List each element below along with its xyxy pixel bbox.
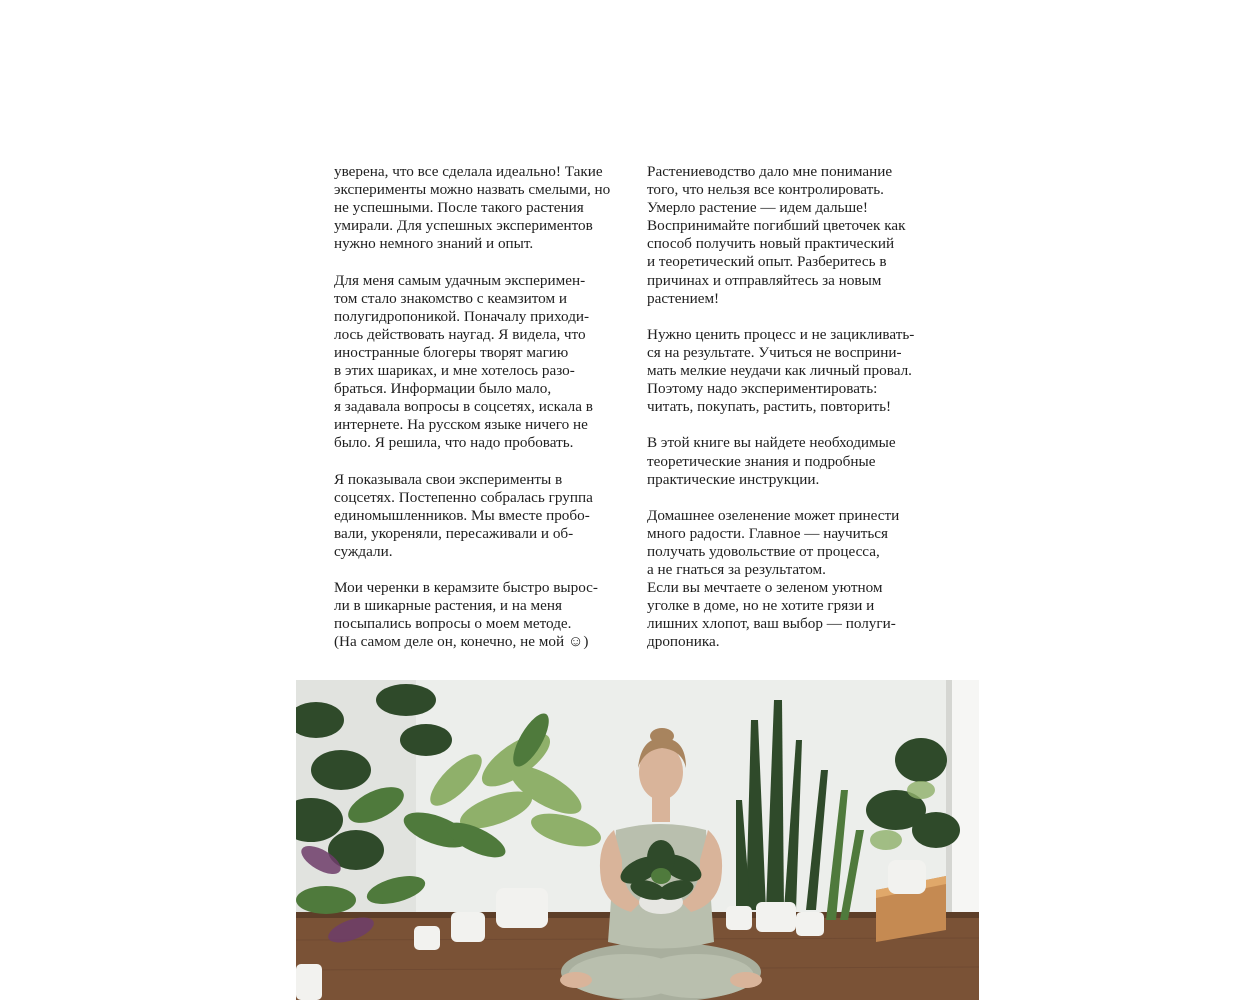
text-line: читать, покупать, растить, повторить! bbox=[647, 398, 892, 416]
text-line: а не гнаться за результатом. bbox=[647, 561, 826, 579]
paragraph bbox=[334, 471, 634, 561]
text-line: Поэтому надо экспериментировать: bbox=[647, 380, 878, 398]
text-line: в этих шариках, и мне хотелось разо- bbox=[334, 362, 575, 380]
text-line: посыпались вопросы о моем методе. bbox=[334, 615, 572, 633]
text-line: не успешными. После такого растения bbox=[334, 199, 584, 217]
paragraph bbox=[334, 579, 634, 651]
text-line: я задавала вопросы в соцсетях, искала в bbox=[334, 398, 593, 416]
text-line: Для меня самым удачным эксперимен- bbox=[334, 271, 586, 289]
text-column-right bbox=[647, 163, 947, 670]
text-line: Воспринимайте погибший цветочек как bbox=[647, 217, 906, 235]
text-line: ся на результате. Учиться не восприни- bbox=[647, 343, 902, 361]
text-line: том стало знакомство с кеамзитом и bbox=[334, 289, 568, 307]
text-line: дропоника. bbox=[647, 633, 720, 651]
text-line: Домашнее озеленение может принести bbox=[647, 506, 900, 524]
text-line: получать удовольствие от процесса, bbox=[647, 542, 880, 560]
paragraph bbox=[647, 434, 947, 488]
text-line: Если вы мечтаете о зеленом уютном bbox=[647, 579, 883, 597]
text-line: Умерло растение — идем дальше! bbox=[647, 199, 868, 217]
paragraph bbox=[647, 507, 947, 652]
woman-meditating-with-houseplants-photo bbox=[296, 680, 979, 1000]
text-line: интернете. На русском языке ничего не bbox=[334, 416, 588, 434]
text-line: ли в шикарные растения, и на меня bbox=[334, 597, 562, 615]
text-line: браться. Информации было мало, bbox=[334, 380, 552, 398]
text-line: Нужно ценить процесс и не зацикливать- bbox=[647, 325, 915, 343]
paragraph bbox=[334, 163, 634, 253]
text-line: уверена, что все сделала идеально! Такие bbox=[334, 163, 603, 180]
text-line: (На самом деле он, конечно, не мой ☺) bbox=[334, 633, 589, 651]
text-line: соцсетях. Постепенно собралась группа bbox=[334, 488, 593, 506]
text-line: В этой книге вы найдете необходимые bbox=[647, 434, 896, 452]
text-line: иностранные блогеры творят магию bbox=[334, 343, 569, 361]
text-line: полугидропоникой. Поначалу приходи- bbox=[334, 307, 590, 325]
text-line: нужно немного знаний и опыт. bbox=[334, 235, 534, 253]
text-line: эксперименты можно назвать смелыми, но bbox=[334, 181, 611, 199]
text-line: было. Я решила, что надо пробовать. bbox=[334, 434, 574, 452]
text-line: лось действовать наугад. Я видела, что bbox=[334, 325, 586, 343]
text-line: много радости. Главное — научиться bbox=[647, 524, 889, 542]
text-line: Растениеводство дало мне понимание bbox=[647, 163, 893, 180]
text-line: способ получить новый практический bbox=[647, 235, 895, 253]
text-line: Я показывала свои эксперименты в bbox=[334, 470, 563, 488]
text-line: умирали. Для успешных экспериментов bbox=[334, 217, 593, 235]
text-line: причинах и отправляйтесь за новым bbox=[647, 271, 882, 289]
text-line: уголке в доме, но не хотите грязи и bbox=[647, 597, 875, 615]
text-line: мать мелкие неудачи как личный провал. bbox=[647, 362, 912, 380]
text-line: теоретические знания и подробные bbox=[647, 452, 876, 470]
paragraph bbox=[334, 272, 634, 453]
text-line: Мои черенки в керамзите быстро вырос- bbox=[334, 579, 598, 597]
text-column-left bbox=[334, 163, 634, 670]
text-line: вали, укореняли, пересаживали и об- bbox=[334, 524, 574, 542]
text-line: лишних хлопот, ваш выбор — полуги- bbox=[647, 615, 896, 633]
text-line: того, что нельзя все контролировать. bbox=[647, 181, 884, 199]
text-line: растением! bbox=[647, 289, 720, 307]
text-line: и теоретический опыт. Разберитесь в bbox=[647, 253, 887, 271]
paragraph bbox=[647, 163, 947, 308]
text-line: суждали. bbox=[334, 542, 393, 560]
text-line: практические инструкции. bbox=[647, 470, 820, 488]
text-line: единомышленников. Мы вместе пробо- bbox=[334, 506, 590, 524]
paragraph bbox=[647, 326, 947, 416]
photo-illustration bbox=[296, 680, 979, 1000]
